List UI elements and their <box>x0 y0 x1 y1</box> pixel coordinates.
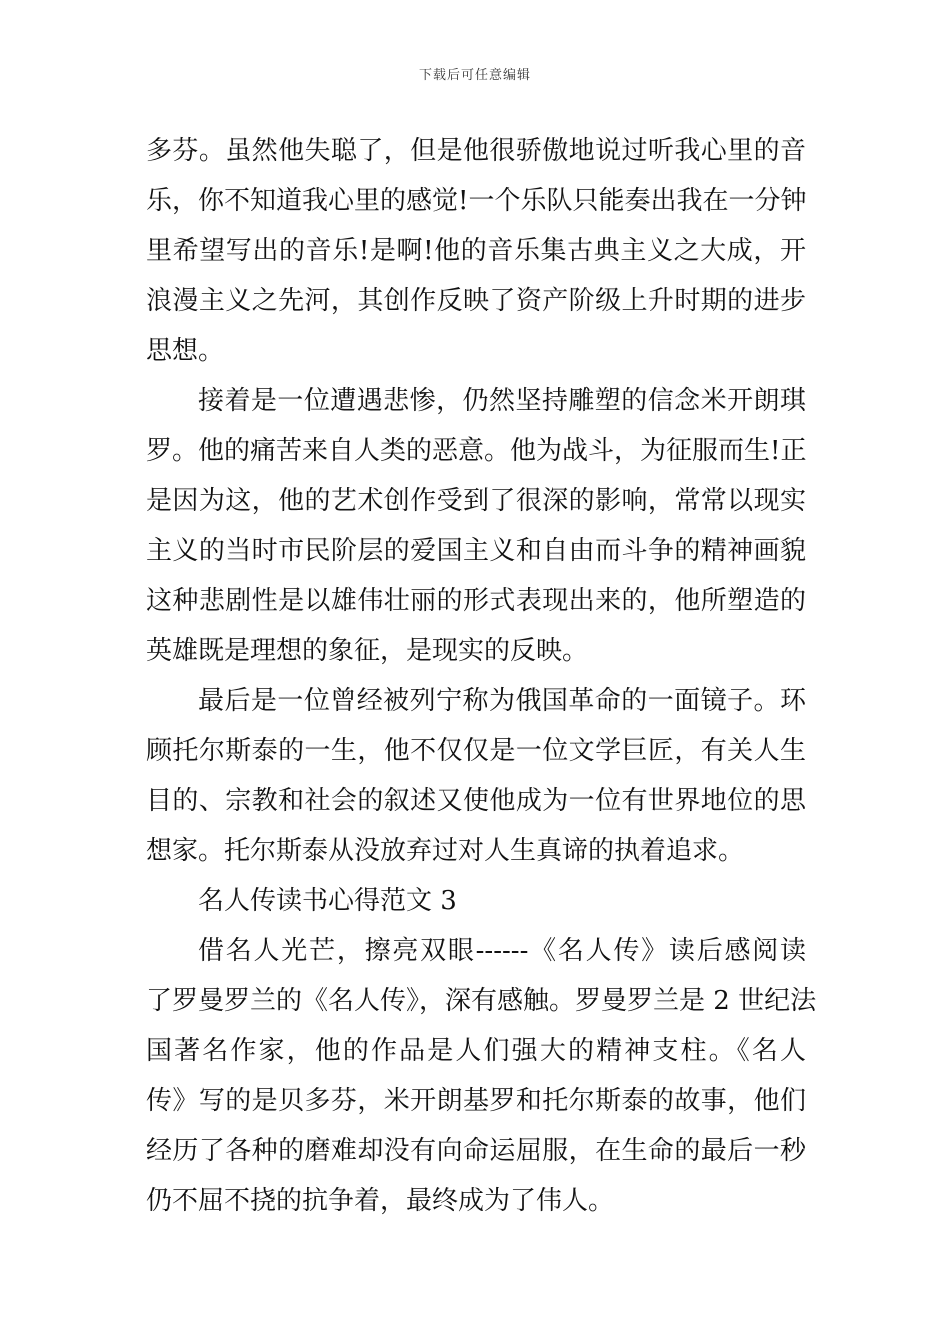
page-header: 下载后可任意编辑 <box>418 68 531 83</box>
text-line: 传》写的是贝多芬，米开朗基罗和托尔斯泰的故事，他们 <box>146 1086 806 1116</box>
text-line: 乐，你不知道我心里的感觉!一个乐队只能奏出我在一分钟 <box>146 186 807 216</box>
text-line: 主义的当时市民阶层的爱国主义和自由而斗争的精神画貌 <box>146 536 806 566</box>
text-line: 接着是一位遭遇悲惨，仍然坚持雕塑的信念米开朗琪 <box>198 386 806 416</box>
text-line: 是因为这，他的艺术创作受到了很深的影响，常常以现实 <box>146 486 806 516</box>
text-line: 罗。他的痛苦来自人类的恶意。他为战斗，为征服而生!正 <box>146 436 807 466</box>
text-line: 多芬。虽然他失聪了，但是他很骄傲地说过听我心里的音 <box>146 136 806 166</box>
text-line: 了罗曼罗兰的《名人传》，深有感触。罗曼罗兰是 2 世纪法 <box>146 986 817 1016</box>
text-line: 里希望写出的音乐!是啊!他的音乐集古典主义之大成，开 <box>146 236 806 266</box>
text-line: 经历了各种的磨难却没有向命运屈服，在生命的最后一秒 <box>146 1136 806 1166</box>
text-line: 浪漫主义之先河，其创作反映了资产阶级上升时期的进步 <box>146 286 806 316</box>
text-line: 目的、宗教和社会的叙述又使他成为一位有世界地位的思 <box>146 786 806 816</box>
text-line: 国著名作家，他的作品是人们强大的精神支柱。《名人 <box>146 1036 806 1066</box>
text-line: 思想。 <box>146 336 225 366</box>
text-line: 借名人光芒，擦亮双眼------《名人传》读后感阅读 <box>198 936 806 966</box>
text-line: 顾托尔斯泰的一生，他不仅仅是一位文学巨匠，有关人生 <box>146 736 806 766</box>
text-line: 最后是一位曾经被列宁称为俄国革命的一面镜子。环 <box>198 686 806 716</box>
text-line: 英雄既是理想的象征，是现实的反映。 <box>146 636 589 666</box>
text-line: 这种悲剧性是以雄伟壮丽的形式表现出来的，他所塑造的 <box>146 586 806 616</box>
text-line: 想家。托尔斯泰从没放弃过对人生真谛的执着追求。 <box>146 836 745 866</box>
text-line: 名人传读书心得范文 3 <box>198 886 457 916</box>
document-body <box>146 126 817 1226</box>
text-line: 仍不屈不挠的抗争着，最终成为了伟人。 <box>146 1186 615 1216</box>
